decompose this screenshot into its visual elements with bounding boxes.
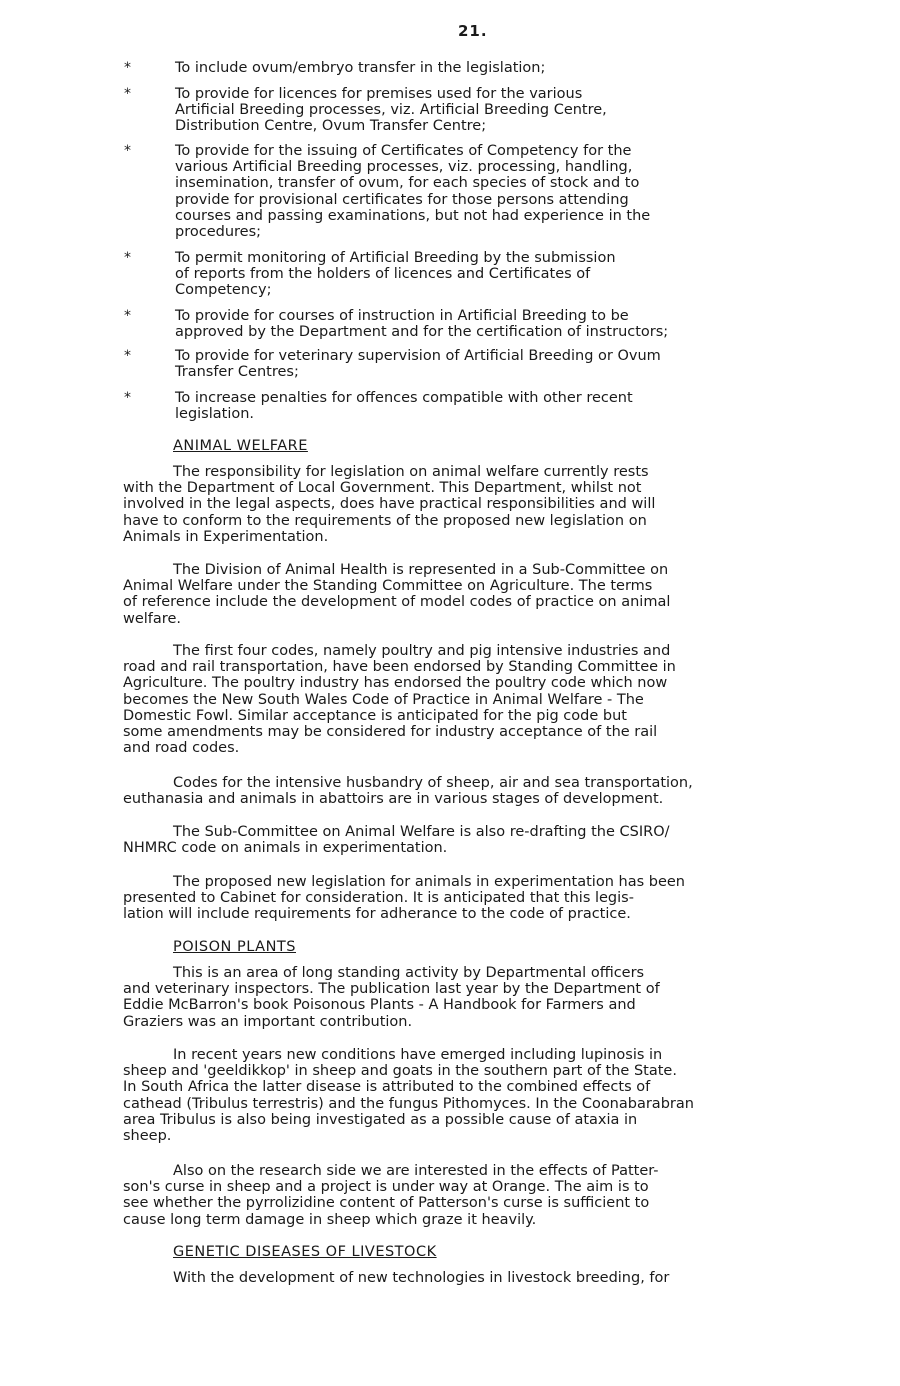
- bullet-marker: *: [124, 308, 131, 324]
- paragraph: This is an area of long standing activity by Departmental officers and veterinary inspectors. The publication last year by the Department of Eddie McBarron's book Poisonous Plants - A Handbook for Farmers and Graziers was an important contribution.: [123, 965, 660, 1030]
- bullet-marker: *: [124, 143, 131, 159]
- bullet-marker: *: [124, 86, 131, 102]
- section-heading-genetic-diseases: GENETIC DISEASES OF LIVESTOCK: [173, 1244, 437, 1260]
- section-heading-poison-plants: POISON PLANTS: [173, 939, 296, 955]
- bullet-text: To increase penalties for offences compatible with other recent legislation.: [175, 390, 633, 423]
- paragraph: Codes for the intensive husbandry of sheep, air and sea transportation, euthanasia and animals in abattoirs are in various stages of development.: [123, 775, 693, 808]
- section-heading-animal-welfare: ANIMAL WELFARE: [173, 438, 308, 454]
- bullet-text: To permit monitoring of Artificial Breeding by the submission of reports from the holders of licences and Certificates of Competency;: [175, 250, 616, 299]
- paragraph: The proposed new legislation for animals in experimentation has been presented to Cabinet for consideration. It is anticipated that this legis- lation will include requirements for adherance to the code of practice.: [123, 874, 685, 923]
- bullet-text: To provide for veterinary supervision of Artificial Breeding or Ovum Transfer Centres;: [175, 348, 661, 381]
- paragraph: With the development of new technologies in livestock breeding, for: [173, 1270, 670, 1286]
- paragraph: The Sub-Committee on Animal Welfare is also re-drafting the CSIRO/ NHMRC code on animals in experimentation.: [123, 824, 670, 857]
- bullet-marker: *: [124, 348, 131, 364]
- paragraph: The responsibility for legislation on animal welfare currently rests with the Department of Local Government. This Department, whilst not involved in the legal aspects, does have practical responsibilities and will have to conform to the requirements of the proposed new legislation on Animals in Experimentation.: [123, 464, 656, 545]
- bullet-text: To provide for licences for premises used for the various Artificial Breeding processes, viz. Artificial Breeding Centre, Distribution Centre, Ovum Transfer Centre;: [175, 86, 607, 135]
- paragraph: In recent years new conditions have emerged including lupinosis in sheep and 'geeldikkop' in sheep and goats in the southern part of the State. In South Africa the latter disease is attributed to the combined effects of cathead (Tribulus terrestris) and the fungus Pithomyces. In the Coonabarabran area Tribulus is also being investigated as a possible cause of ataxia in sheep.: [123, 1047, 694, 1145]
- bullet-text: To provide for the issuing of Certificates of Competency for the various Artificial Breeding processes, viz. processing, handling, insemination, transfer of ovum, for each species of stock and to provide for provisional certificates for those persons attending courses and passing examinations, but not had experience in the procedures;: [175, 143, 651, 241]
- bullet-text: To provide for courses of instruction in Artificial Breeding to be approved by the Department and for the certification of instructors;: [175, 308, 669, 341]
- page-number: 21.: [458, 22, 488, 40]
- bullet-marker: *: [124, 250, 131, 266]
- paragraph: Also on the research side we are interested in the effects of Patter- son's curse in sheep and a project is under way at Orange. The aim is to see whether the pyrrolizidine content of Patterson's curse is sufficient to cause long term damage in sheep which graze it heavily.: [123, 1163, 659, 1228]
- paragraph: The first four codes, namely poultry and pig intensive industries and road and rail transportation, have been endorsed by Standing Committee in Agriculture. The poultry industry has endorsed the poultry code which now becomes the New South Wales Code of Practice in Animal Welfare - The Domestic Fowl. Similar acceptance is anticipated for the pig code but some amendments may be considered for industry acceptance of the rail and road codes.: [123, 643, 676, 757]
- bullet-text: To include ovum/embryo transfer in the legislation;: [175, 60, 546, 76]
- paragraph: The Division of Animal Health is represented in a Sub-Committee on Animal Welfare under the Standing Committee on Agriculture. The terms of reference include the development of model codes of practice on animal welfare.: [123, 562, 671, 627]
- bullet-marker: *: [124, 390, 131, 406]
- bullet-marker: *: [124, 60, 131, 76]
